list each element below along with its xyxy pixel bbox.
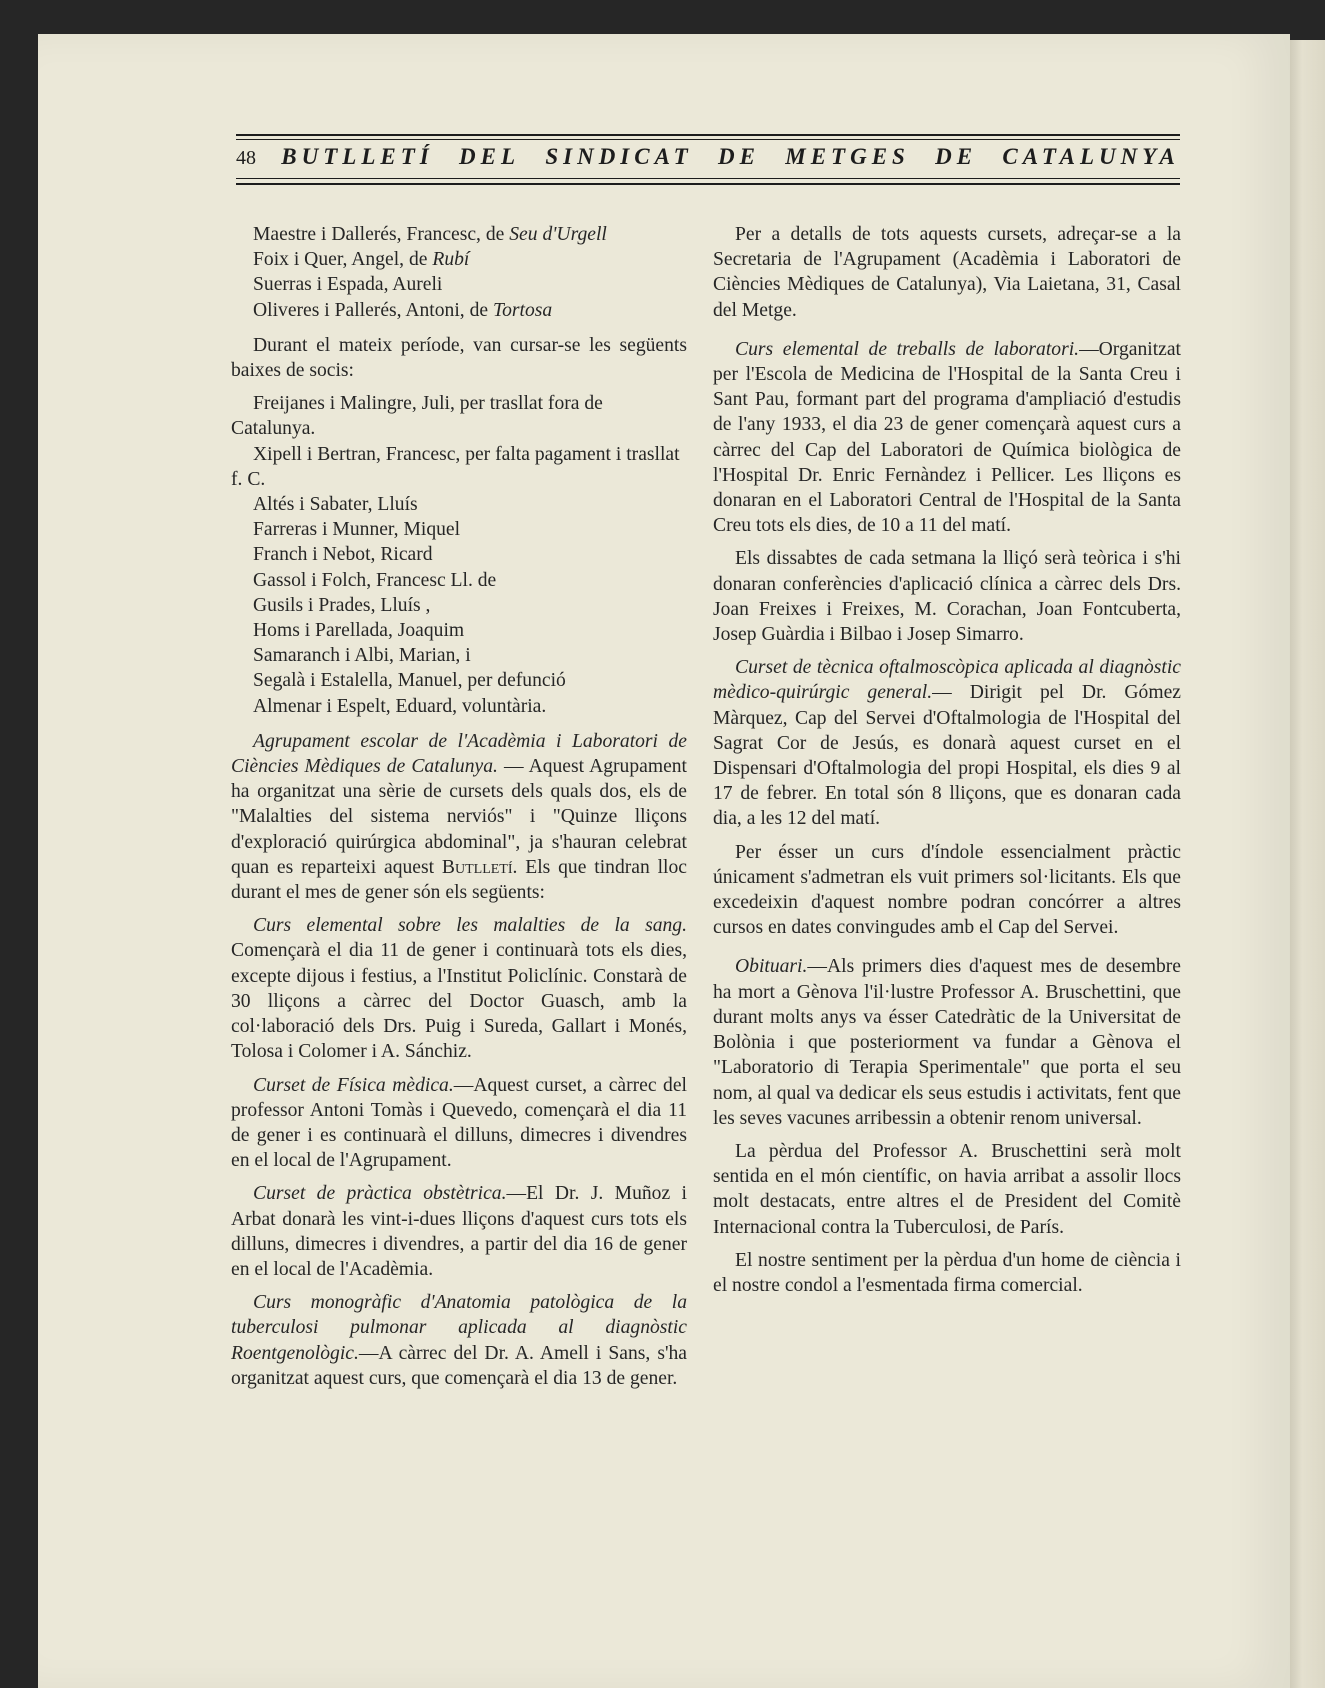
list-item: Gusils i Prades, Lluís , (253, 594, 431, 616)
paragraph: Curs elemental sobre les malalties de la sang. Començarà el dia 11 de gener i continuarà tots els dies, excepte dijous i festius, a l'Institut Policlínic. Constarà de 30 lliçons a càrrec del Doctor Guasch, amb la col·laboració dels Drs. Puig i Sureda, Gallart i Monés, Tolosa i Colomer i A. Sánchiz. (231, 915, 687, 1063)
left-column (231, 222, 687, 1399)
paragraph: Curs elemental de treballs de laboratori.—Organitzat per l'Escola de Medicina de l'Hospital de la Santa Creu i Sant Pau, formant part del programa d'ampliació d'estudis de l'any 1933, el dia 23 de gener començarà aquest curs a càrrec del Cap del Laboratori de Química biològica de l'Hospital Dr. Enric Fernàndez i Pellicer. Les lliçons es donaran en el Laboratori Central de l'Hospital de la Santa Creu tots els dies, de 10 a 11 del matí. (713, 338, 1181, 537)
paragraph: Els dissabtes de cada setmana la lliçó serà teòrica i s'hi donaran conferències d'aplicació clínica a càrrec dels Drs. Joan Freixes i Freixes, M. Corachan, Joan Fontcuberta, Josep Guàrdia i Bilbao i Josep Simarro. (713, 548, 1181, 646)
header-rule-bottom-thin (236, 178, 1180, 179)
paragraph: La pèrdua del Professor A. Bruschettini serà molt sentida en el món científic, on havia arribat a assolir llocs molt destacats, entre altres el de President del Comitè Internacional contra la Tuberculosi, de París. (713, 1140, 1181, 1238)
list-item: Almenar i Espelt, Eduard, voluntària. (253, 695, 547, 717)
paragraph: Curset de Física mèdica.—Aquest curset, a càrrec del professor Antoni Tomàs i Quevedo, començarà el dia 11 de gener i es continuarà el dilluns, dimecres i divendres en el local de l'Agrupament. (231, 1074, 687, 1172)
running-header (236, 134, 1180, 192)
list-item: Samaranch i Albi, Marian, i (253, 645, 471, 667)
list-item: Foix i Quer, Angel, de Rubí (253, 249, 470, 271)
list-item: Xipell i Bertran, Francesc, per falta pagament i trasllat f. C. (231, 443, 680, 490)
header-word: DEL (459, 144, 521, 169)
header-rule-top (236, 134, 1180, 136)
page-edge (1290, 40, 1325, 1688)
paragraph: Durant el mateix període, van cursar-se les següents baixes de socis: (231, 334, 687, 382)
resignations-list (231, 391, 687, 719)
list-item: Freijanes i Malingre, Juli, per trasllat fora de Catalunya. (231, 393, 603, 440)
header-title (236, 144, 1180, 170)
list-item: Franch i Nebot, Ricard (253, 544, 433, 566)
list-item: Farreras i Munner, Miquel (253, 519, 461, 541)
page-number: 48 (236, 147, 256, 169)
header-word: BUTLLETÍ (281, 144, 434, 169)
right-column (713, 222, 1181, 1306)
list-item: Maestre i Dallerés, Francesc, de Seu d'Urgell (253, 224, 607, 245)
list-item: Gassol i Folch, Francesc Ll. de (253, 569, 497, 591)
list-item: Oliveres i Pallerés, Antoni, de Tortosa (253, 299, 553, 321)
header-rule-top-thin (236, 139, 1180, 140)
header-word: METGES (785, 144, 910, 169)
list-item: Segalà i Estalella, Manuel, per defunció (253, 670, 566, 692)
list-item: Suerras i Espada, Aureli (253, 274, 443, 296)
paragraph: El nostre sentiment per la pèrdua d'un home de ciència i el nostre condol a l'esmentada firma comercial. (713, 1249, 1181, 1296)
list-item: Homs i Parellada, Joaquim (253, 620, 465, 642)
paragraph: Curs monogràfic d'Anatomia patològica de la tuberculosi pulmonar aplicada al diagnòstic Roentgenològic.—A càrrec del Dr. A. Amell i Sans, s'ha organitzat aquest curs, que començarà el dia 13 de gener. (231, 1292, 687, 1389)
list-item: Altés i Sabater, Lluís (253, 494, 418, 516)
header-word: CATALUNYA (1002, 144, 1180, 169)
paragraph: Per a detalls de tots aquests cursets, adreçar-se a la Secretaria de l'Agrupament (Acadèmia i Laboratori de Ciències Mèdiques de Catalunya), Via Laietana, 31, Casal del Metge. (713, 224, 1181, 321)
header-word: DE (718, 144, 760, 169)
paragraph: Curset de pràctica obstètrica.—El Dr. J. Muñoz i Arbat donarà les vint-i-dues lliçons d'aquest curs tots els dilluns, dimecres i divendres, a partir del dia 16 de gener en el local de l'Acadèmia. (231, 1183, 687, 1280)
header-word: DE (935, 144, 978, 169)
paragraph: Agrupament escolar de l'Acadèmia i Laboratori de Ciències Mèdiques de Catalunya. — Aquest Agrupament ha organitzat una sèrie de cursets dels quals dos, els de "Malalties del sistema nerviós" i "Quinze lliçons d'exploració quirúrgica abdominal", ja s'hauran celebrat quan es reparteixi aquest Butlletí. Els que tindran lloc durant el mes de gener són els següents: (231, 730, 688, 904)
header-word: SINDICAT (545, 144, 693, 169)
paragraph: Per ésser un curs d'índole essencialment pràctic únicament s'admetran els vuit primers sol·licitants. Els que excedeixin d'aquest nombre podran concórrer a altres cursos en dates convingudes amb el Cap del Servei. (713, 841, 1181, 939)
header-rule-bottom (236, 183, 1180, 185)
new-members-list (231, 222, 687, 323)
paragraph: Curset de tècnica oftalmoscòpica aplicada al diagnòstic mèdico-quirúrgic general.— Dirigit pel Dr. Gómez Màrquez, Cap del Servei d'Oftalmologia de l'Hospital del Sagrat Cor de Jesús, es donarà aquest curset en el Dispensari d'Oftalmologia del propi Hospital, els dies 9 al 17 de febrer. En total són 8 lliçons, que es donaran cada dia, a les 12 del matí. (713, 657, 1181, 830)
paragraph: Obituari.—Als primers dies d'aquest mes de desembre ha mort a Gènova l'il·lustre Professor A. Bruschettini, que durant molts anys va ésser Catedràtic de la Universitat de Bolònia i que posteriorment va fundar a Gènova el "Laboratorio di Terapia Sperimentale" que porta el seu nom, al qual va dedicar els seus estudis i activitats, fent que les seves vacunes arribessin a obtenir renom universal. (713, 956, 1181, 1129)
